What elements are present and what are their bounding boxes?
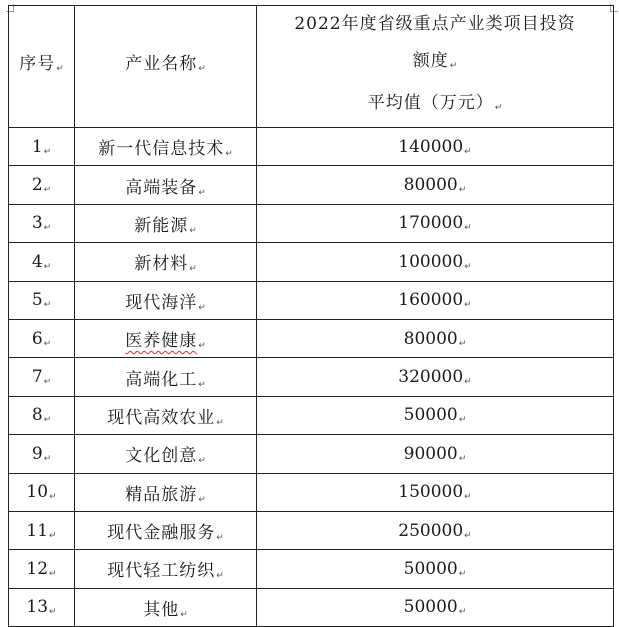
cell-industry[interactable] — [75, 358, 257, 396]
cell-index-text: 2 — [31, 175, 43, 196]
cell-index[interactable] — [9, 396, 75, 434]
cell-investment-value[interactable] — [257, 511, 614, 549]
cell-index-text: 13 — [26, 597, 49, 618]
paragraph-mark-icon: ↵ — [56, 63, 64, 74]
cell-investment-value[interactable] — [257, 396, 614, 434]
paragraph-mark-icon: ↵ — [458, 607, 467, 618]
cell-investment-value-text: 140000 — [398, 136, 464, 157]
cell-index-text: 10 — [26, 482, 49, 503]
cell-investment-value[interactable] — [257, 473, 614, 511]
table-row — [9, 435, 614, 473]
paragraph-mark-icon: ↵ — [458, 338, 467, 349]
cell-investment-value[interactable] — [257, 204, 614, 242]
cell-index-text: 6 — [31, 328, 43, 349]
paragraph-mark-icon: ↵ — [189, 225, 197, 236]
cell-index[interactable] — [9, 319, 75, 357]
header-index[interactable] — [9, 6, 75, 128]
table-row — [9, 128, 614, 166]
paragraph-mark-icon: ↵ — [464, 261, 472, 272]
table-row — [9, 166, 614, 204]
cell-industry[interactable] — [75, 473, 257, 511]
paragraph-mark-icon: ↵ — [43, 300, 52, 311]
header-investment-text-2: 额度 — [412, 51, 449, 71]
table-row — [9, 281, 614, 319]
cell-investment-value-text: 160000 — [398, 290, 464, 311]
cell-industry[interactable] — [75, 166, 257, 204]
cell-industry[interactable] — [75, 243, 257, 281]
cell-investment-value[interactable] — [257, 435, 614, 473]
cell-index[interactable] — [9, 511, 75, 549]
cell-industry[interactable] — [75, 550, 257, 588]
paragraph-mark-icon: ↵ — [43, 453, 52, 464]
cell-index[interactable] — [9, 550, 75, 588]
paragraph-mark-icon: ↵ — [458, 185, 467, 196]
cell-industry[interactable] — [75, 396, 257, 434]
cell-industry-text: 文化创意 — [125, 446, 198, 467]
table-header-row — [9, 6, 614, 128]
paragraph-mark-icon: ↵ — [458, 453, 467, 464]
cell-investment-value[interactable] — [257, 550, 614, 588]
cell-industry[interactable] — [75, 281, 257, 319]
cell-investment-value-text: 170000 — [398, 213, 464, 234]
cell-industry-text: 现代轻工纺织 — [107, 561, 216, 582]
cell-index-text: 9 — [31, 443, 43, 464]
cell-industry[interactable] — [75, 511, 257, 549]
cell-industry-text: 其他 — [143, 599, 180, 620]
paragraph-mark-icon: ↵ — [216, 571, 224, 582]
cell-industry-text: 医养健康 — [125, 331, 198, 352]
paragraph-mark-icon: ↵ — [189, 264, 197, 275]
table-row — [9, 243, 614, 281]
paragraph-mark-icon: ↵ — [49, 607, 57, 618]
header-investment-line-3 — [257, 85, 613, 127]
header-investment-line-1 — [257, 6, 613, 43]
paragraph-mark-icon: ↵ — [198, 494, 206, 505]
paragraph-mark-icon: ↵ — [494, 103, 503, 113]
paragraph-mark-icon: ↵ — [198, 379, 206, 390]
header-industry[interactable] — [75, 6, 257, 128]
cell-index-text: 3 — [31, 213, 43, 234]
cell-index[interactable] — [9, 473, 75, 511]
cell-industry[interactable] — [75, 319, 257, 357]
header-investment-text-3: 平均值（万元） — [367, 93, 494, 113]
cell-investment-value-text: 80000 — [403, 175, 458, 196]
paragraph-mark-icon: ↵ — [43, 377, 52, 388]
paragraph-mark-icon: ↵ — [198, 302, 206, 313]
cell-index[interactable] — [9, 128, 75, 166]
cell-investment-value-text: 250000 — [398, 520, 464, 541]
cell-index[interactable] — [9, 204, 75, 242]
paragraph-mark-icon: ↵ — [225, 149, 233, 160]
cell-index[interactable] — [9, 358, 75, 396]
paragraph-mark-icon: ↵ — [464, 300, 472, 311]
table-row — [9, 511, 614, 549]
cell-index-text: 7 — [31, 367, 43, 388]
paragraph-mark-icon: ↵ — [464, 530, 472, 541]
cell-investment-value[interactable] — [257, 319, 614, 357]
cell-investment-value[interactable] — [257, 358, 614, 396]
cell-industry[interactable] — [75, 204, 257, 242]
cell-industry-text: 新一代信息技术 — [98, 139, 225, 160]
cell-investment-value[interactable] — [257, 166, 614, 204]
header-industry-label: 产业名称 — [125, 53, 198, 74]
cell-index[interactable] — [9, 166, 75, 204]
cell-investment-value-text: 90000 — [403, 443, 458, 464]
cell-index-text: 12 — [26, 558, 49, 579]
paragraph-mark-icon: ↵ — [43, 415, 52, 426]
table-row — [9, 204, 614, 242]
paragraph-mark-icon: ↵ — [464, 223, 472, 234]
cell-industry-text: 高端装备 — [125, 177, 198, 198]
header-investment[interactable] — [257, 6, 614, 128]
cell-index[interactable] — [9, 243, 75, 281]
table-body — [9, 128, 614, 627]
cell-index-text: 5 — [31, 290, 43, 311]
cell-investment-value-text: 50000 — [403, 405, 458, 426]
paragraph-mark-icon: ↵ — [43, 146, 52, 157]
paragraph-mark-icon: ↵ — [198, 456, 206, 467]
cell-industry-text: 新材料 — [134, 254, 189, 275]
table-row — [9, 550, 614, 588]
paragraph-mark-icon: ↵ — [464, 492, 472, 503]
paragraph-mark-icon: ↵ — [49, 492, 57, 503]
table-row — [9, 588, 614, 626]
cell-investment-value-text: 100000 — [398, 251, 464, 272]
cell-investment-value-text: 150000 — [398, 482, 464, 503]
paragraph-mark-icon: ↵ — [216, 417, 224, 428]
paragraph-mark-icon: ↵ — [43, 261, 52, 272]
paragraph-mark-icon: ↵ — [464, 377, 472, 388]
paragraph-mark-icon: ↵ — [49, 568, 57, 579]
paragraph-mark-icon: ↵ — [180, 609, 188, 620]
cell-industry[interactable] — [75, 588, 257, 626]
cell-industry-text: 新能源 — [134, 215, 189, 236]
cell-investment-value-text: 50000 — [403, 597, 458, 618]
paragraph-mark-icon: ↵ — [464, 146, 472, 157]
investment-table — [8, 5, 614, 627]
cell-investment-value-text: 320000 — [398, 367, 464, 388]
paragraph-mark-icon: ↵ — [449, 61, 458, 71]
cell-investment-value[interactable] — [257, 243, 614, 281]
cell-industry[interactable] — [75, 128, 257, 166]
cell-investment-value-text: 80000 — [403, 328, 458, 349]
paragraph-mark-icon: ↵ — [43, 223, 52, 234]
paragraph-mark-icon: ↵ — [49, 530, 57, 541]
cell-investment-value[interactable] — [257, 588, 614, 626]
cell-index-text: 4 — [31, 251, 43, 272]
header-investment-text-1: 2022年度省级重点产业类项目投资 — [294, 14, 576, 34]
cell-industry-text: 现代金融服务 — [107, 523, 216, 544]
cell-index[interactable] — [9, 435, 75, 473]
table-row — [9, 319, 614, 357]
paragraph-mark-icon: ↵ — [198, 187, 206, 198]
cell-index[interactable] — [9, 281, 75, 319]
cell-investment-value[interactable] — [257, 281, 614, 319]
cell-index[interactable] — [9, 588, 75, 626]
paragraph-mark-icon: ↵ — [458, 415, 467, 426]
paragraph-mark-icon: ↵ — [216, 533, 224, 544]
paragraph-mark-icon: ↵ — [43, 185, 52, 196]
cell-industry-text: 高端化工 — [125, 369, 198, 390]
cell-industry-text: 精品旅游 — [125, 484, 198, 505]
cell-industry[interactable] — [75, 435, 257, 473]
paragraph-mark-icon: ↵ — [198, 341, 206, 352]
cell-industry-text: 现代高效农业 — [107, 407, 216, 428]
cell-investment-value[interactable] — [257, 128, 614, 166]
cell-index-text: 1 — [31, 136, 43, 157]
paragraph-mark-icon: ↵ — [43, 338, 52, 349]
header-index-label: 序号 — [19, 53, 56, 74]
cell-investment-value-text: 50000 — [403, 558, 458, 579]
table-row — [9, 473, 614, 511]
paragraph-mark-icon: ↵ — [458, 568, 467, 579]
cell-industry-text: 现代海洋 — [125, 292, 198, 313]
table-row — [9, 358, 614, 396]
table-row — [9, 396, 614, 434]
paragraph-mark-icon: ↵ — [198, 63, 206, 74]
header-investment-line-2 — [257, 43, 613, 85]
cell-index-text: 11 — [26, 520, 49, 541]
cell-index-text: 8 — [31, 405, 43, 426]
